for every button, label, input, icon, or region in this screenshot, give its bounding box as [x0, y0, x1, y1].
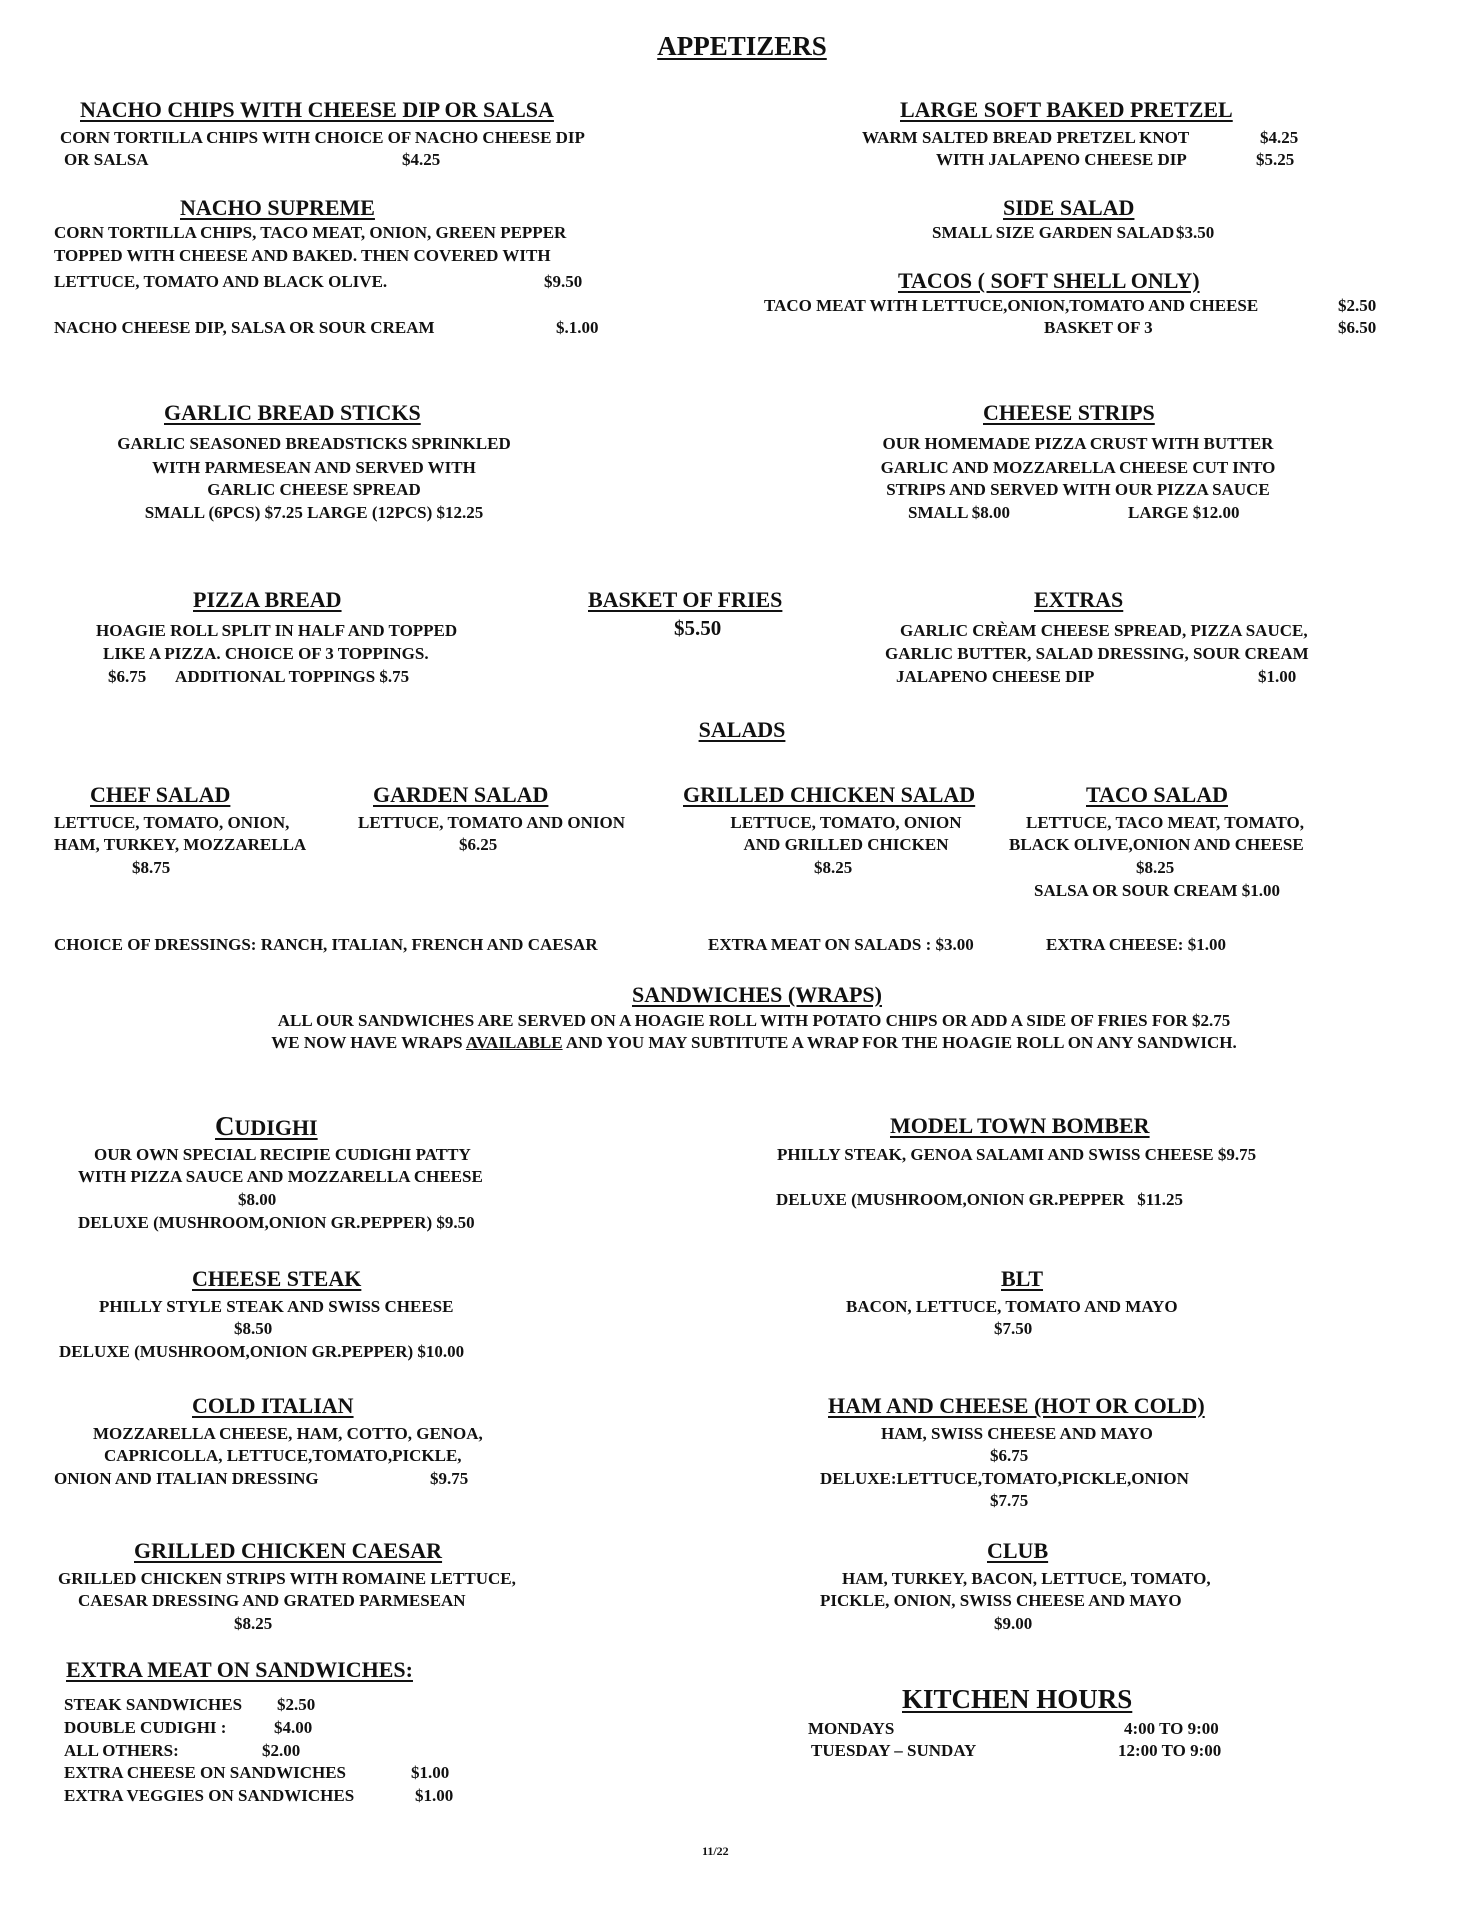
- pizza-bread-desc-2: LIKE A PIZZA. CHOICE OF 3 TOPPINGS.: [103, 644, 429, 663]
- nacho-supreme-desc-3: LETTUCE, TOMATO AND BLACK OLIVE.: [54, 272, 388, 291]
- wraps-available: AVAILABLE: [465, 1033, 563, 1052]
- side-salad-desc: SMALL SIZE GARDEN SALAD: [932, 223, 1175, 242]
- nacho-chips-title: NACHO CHIPS WITH CHEESE DIP OR SALSA: [80, 97, 554, 122]
- club-desc-2: PICKLE, ONION, SWISS CHEESE AND MAYO: [820, 1591, 1182, 1610]
- garlic-bread-desc: GARLIC SEASONED BREADSTICKS SPRINKLED: [117, 434, 511, 453]
- pretzel-price-2: $5.25: [1256, 150, 1295, 169]
- cold-italian-desc: MOZZARELLA CHEESE, HAM, COTTO, GENOA,: [93, 1424, 483, 1443]
- extras-desc-3: JALAPENO CHEESE DIP: [896, 667, 1095, 686]
- sandwiches-heading: SANDWICHES (WRAPS): [632, 982, 882, 1007]
- nacho-supreme-title: NACHO SUPREME: [180, 195, 375, 220]
- nacho-chips-desc-2: OR SALSA: [64, 150, 149, 169]
- ham-cheese-title: HAM AND CHEESE (HOT OR COLD): [828, 1393, 1205, 1418]
- ham-cheese-price: $6.75: [990, 1446, 1029, 1465]
- cudighi-title: [215, 1113, 318, 1141]
- extra-meat-row-label: STEAK SANDWICHES: [64, 1695, 243, 1714]
- garden-salad-price: $6.25: [459, 835, 498, 854]
- grilled-chicken-salad-title: GRILLED CHICKEN SALAD: [683, 782, 976, 807]
- tacos-basket: BASKET OF 3: [1044, 318, 1153, 337]
- extra-meat-row-label: DOUBLE CUDIGHI :: [64, 1718, 227, 1737]
- sandwiches-intro: ALL OUR SANDWICHES ARE SERVED ON A HOAGIE ROLL WITH POTATO CHIPS OR ADD A SIDE OF FRIES FOR $2.75: [277, 1011, 1231, 1030]
- cudighi-desc: OUR OWN SPECIAL RECIPIE CUDIGHI PATTY: [94, 1145, 471, 1164]
- cudighi-price: $8.00: [238, 1190, 277, 1209]
- blt-price: $7.50: [994, 1319, 1033, 1338]
- extra-meat-row-price: $2.50: [277, 1695, 316, 1714]
- nacho-supreme-price: $9.50: [544, 272, 583, 291]
- chef-salad-price: $8.75: [132, 858, 171, 877]
- chef-salad-desc: LETTUCE, TOMATO, ONION,: [54, 813, 290, 832]
- nacho-chips-price: $4.25: [402, 150, 441, 169]
- side-salad-price: $3.50: [1176, 223, 1215, 242]
- taco-salad-desc: LETTUCE, TACO MEAT, TOMATO,: [1026, 813, 1305, 832]
- club-desc: HAM, TURKEY, BACON, LETTUCE, TOMATO,: [842, 1569, 1211, 1588]
- kitchen-hours-title: KITCHEN HOURS: [902, 1684, 1133, 1714]
- extras-title: EXTRAS: [1034, 587, 1124, 612]
- cheese-strips-small: SMALL $8.00: [908, 503, 1011, 522]
- extra-meat-row-label: ALL OTHERS:: [64, 1741, 179, 1760]
- pretzel-desc-2: WITH JALAPENO CHEESE DIP: [936, 150, 1187, 169]
- tacos-basket-price: $6.50: [1338, 318, 1377, 337]
- cudighi-title-rest: UDIGHI: [234, 1115, 318, 1140]
- taco-salad-title: TACO SALAD: [1086, 782, 1229, 807]
- fries-price: $5.50: [674, 616, 722, 640]
- nacho-supreme-extra-price: $.1.00: [556, 318, 599, 337]
- caesar-title: GRILLED CHICKEN CAESAR: [134, 1538, 443, 1563]
- nacho-supreme-extra: NACHO CHEESE DIP, SALSA OR SOUR CREAM: [54, 318, 435, 337]
- garden-salad-desc: LETTUCE, TOMATO AND ONION: [358, 813, 626, 832]
- ham-cheese-deluxe: DELUXE:LETTUCE,TOMATO,PICKLE,ONION: [820, 1469, 1189, 1488]
- extra-meat-row-label: EXTRA CHEESE ON SANDWICHES: [64, 1763, 346, 1782]
- cheese-strips-desc-3: STRIPS AND SERVED WITH OUR PIZZA SAUCE: [886, 480, 1270, 499]
- cudighi-desc-2: WITH PIZZA SAUCE AND MOZZARELLA CHEESE: [78, 1167, 483, 1186]
- chef-salad-title: CHEF SALAD: [90, 782, 231, 807]
- cheese-steak-price: $8.50: [234, 1319, 273, 1338]
- nacho-supreme-desc-2: TOPPED WITH CHEESE AND BAKED. THEN COVERED WITH: [54, 246, 551, 265]
- pizza-bread-title: PIZZA BREAD: [193, 587, 342, 612]
- garden-salad-title: GARDEN SALAD: [373, 782, 549, 807]
- wraps-note-start: WE NOW HAVE WRAPS: [271, 1033, 466, 1052]
- chef-salad-desc-2: HAM, TURKEY, MOZZARELLA: [54, 835, 307, 854]
- nacho-chips-desc: CORN TORTILLA CHIPS WITH CHOICE OF NACHO CHEESE DIP: [60, 128, 585, 147]
- extras-price: $1.00: [1258, 667, 1297, 686]
- appetizers-heading: APPETIZERS: [657, 31, 827, 61]
- pizza-bread-prices: $6.75 ADDITIONAL TOPPINGS $.75: [108, 667, 410, 686]
- cold-italian-desc-3: ONION AND ITALIAN DRESSING: [54, 1469, 319, 1488]
- pretzel-title: LARGE SOFT BAKED PRETZEL: [900, 97, 1233, 122]
- cudighi-deluxe: DELUXE (MUSHROOM,ONION GR.PEPPER) $9.50: [78, 1213, 475, 1232]
- hours-time: 12:00 TO 9:00: [1118, 1741, 1222, 1760]
- side-salad-title: SIDE SALAD: [1003, 195, 1135, 220]
- grilled-chicken-salad-price: $8.25: [814, 858, 853, 877]
- salads-heading: SALADS: [698, 717, 786, 742]
- blt-desc: BACON, LETTUCE, TOMATO AND MAYO: [846, 1297, 1178, 1316]
- tacos-price: $2.50: [1338, 296, 1377, 315]
- taco-salad-extra: SALSA OR SOUR CREAM $1.00: [1034, 881, 1281, 900]
- pretzel-desc: WARM SALTED BREAD PRETZEL KNOT: [862, 128, 1190, 147]
- extra-meat-row-price: $2.00: [262, 1741, 301, 1760]
- extras-desc-2: GARLIC BUTTER, SALAD DRESSING, SOUR CREAM: [885, 644, 1309, 663]
- page-footer-date: 11/22: [702, 1844, 729, 1858]
- hours-day: MONDAYS: [808, 1719, 895, 1738]
- hours-day: TUESDAY – SUNDAY: [811, 1741, 977, 1760]
- garlic-bread-desc-3: GARLIC CHEESE SPREAD: [207, 480, 421, 499]
- garlic-bread-title: GARLIC BREAD STICKS: [164, 400, 421, 425]
- caesar-price: $8.25: [234, 1614, 273, 1633]
- fries-title: BASKET OF FRIES: [588, 587, 783, 612]
- dressings-note: CHOICE OF DRESSINGS: RANCH, ITALIAN, FRENCH AND CAESAR: [54, 935, 598, 954]
- extra-meat-row-price: $1.00: [411, 1763, 450, 1782]
- extras-desc: GARLIC CRÈAM CHEESE SPREAD, PIZZA SAUCE,: [900, 621, 1308, 640]
- grilled-chicken-salad-desc-2: AND GRILLED CHICKEN: [743, 835, 949, 854]
- taco-salad-desc-2: BLACK OLIVE,ONION AND CHEESE: [1009, 835, 1304, 854]
- cold-italian-desc-2: CAPRICOLLA, LETTUCE,TOMATO,PICKLE,: [104, 1446, 462, 1465]
- cheese-strips-desc: OUR HOMEMADE PIZZA CRUST WITH BUTTER: [882, 434, 1274, 453]
- tacos-desc: TACO MEAT WITH LETTUCE,ONION,TOMATO AND CHEESE: [764, 296, 1259, 315]
- cheese-strips-desc-2: GARLIC AND MOZZARELLA CHEESE CUT INTO: [880, 458, 1276, 477]
- bomber-deluxe: DELUXE (MUSHROOM,ONION GR.PEPPER $11.25: [776, 1190, 1184, 1209]
- blt-title: BLT: [1001, 1266, 1044, 1291]
- pretzel-price: $4.25: [1260, 128, 1299, 147]
- cheese-steak-title: CHEESE STEAK: [192, 1266, 362, 1291]
- cheese-strips-title: CHEESE STRIPS: [983, 400, 1155, 425]
- ham-cheese-deluxe-price: $7.75: [990, 1491, 1029, 1510]
- club-title: CLUB: [987, 1538, 1049, 1563]
- cold-italian-title: COLD ITALIAN: [192, 1393, 354, 1418]
- extra-cheese-salads: EXTRA CHEESE: $1.00: [1046, 935, 1226, 954]
- sandwiches-wraps-note: [0, 1032, 1484, 1054]
- extra-meat-row-price: $1.00: [415, 1786, 454, 1805]
- garlic-bread-prices: SMALL (6PCS) $7.25 LARGE (12PCS) $12.25: [144, 503, 484, 522]
- bomber-desc: PHILLY STEAK, GENOA SALAMI AND SWISS CHEESE $9.75: [777, 1145, 1257, 1164]
- caesar-desc: GRILLED CHICKEN STRIPS WITH ROMAINE LETTUCE,: [58, 1569, 516, 1588]
- caesar-desc-2: CAESAR DRESSING AND GRATED PARMESEAN: [78, 1591, 466, 1610]
- tacos-title: TACOS ( SOFT SHELL ONLY): [898, 268, 1200, 293]
- pizza-bread-desc: HOAGIE ROLL SPLIT IN HALF AND TOPPED: [96, 621, 458, 640]
- club-price: $9.00: [994, 1614, 1033, 1633]
- cold-italian-price: $9.75: [430, 1469, 469, 1488]
- garlic-bread-desc-2: WITH PARMESEAN AND SERVED WITH: [152, 458, 476, 477]
- extra-meat-row-label: EXTRA VEGGIES ON SANDWICHES: [64, 1786, 355, 1805]
- extra-meat-row-price: $4.00: [274, 1718, 313, 1737]
- nacho-supreme-desc: CORN TORTILLA CHIPS, TACO MEAT, ONION, GREEN PEPPER: [54, 223, 567, 242]
- hours-time: 4:00 TO 9:00: [1124, 1719, 1219, 1738]
- bomber-title: MODEL TOWN BOMBER: [890, 1113, 1150, 1138]
- wraps-note-end: AND YOU MAY SUBTITUTE A WRAP FOR THE HOAGIE ROLL ON ANY SANDWICH.: [562, 1033, 1237, 1052]
- cheese-strips-large: LARGE $12.00: [1128, 503, 1240, 522]
- extra-meat-title: EXTRA MEAT ON SANDWICHES:: [66, 1657, 413, 1682]
- grilled-chicken-salad-desc: LETTUCE, TOMATO, ONION: [730, 813, 962, 832]
- cudighi-title-initial: C: [215, 1111, 235, 1141]
- cheese-steak-desc: PHILLY STYLE STEAK AND SWISS CHEESE: [99, 1297, 454, 1316]
- taco-salad-price: $8.25: [1136, 858, 1175, 877]
- ham-cheese-desc: HAM, SWISS CHEESE AND MAYO: [881, 1424, 1153, 1443]
- extra-meat-salads: EXTRA MEAT ON SALADS : $3.00: [708, 935, 974, 954]
- cheese-steak-deluxe: DELUXE (MUSHROOM,ONION GR.PEPPER) $10.00: [59, 1342, 465, 1361]
